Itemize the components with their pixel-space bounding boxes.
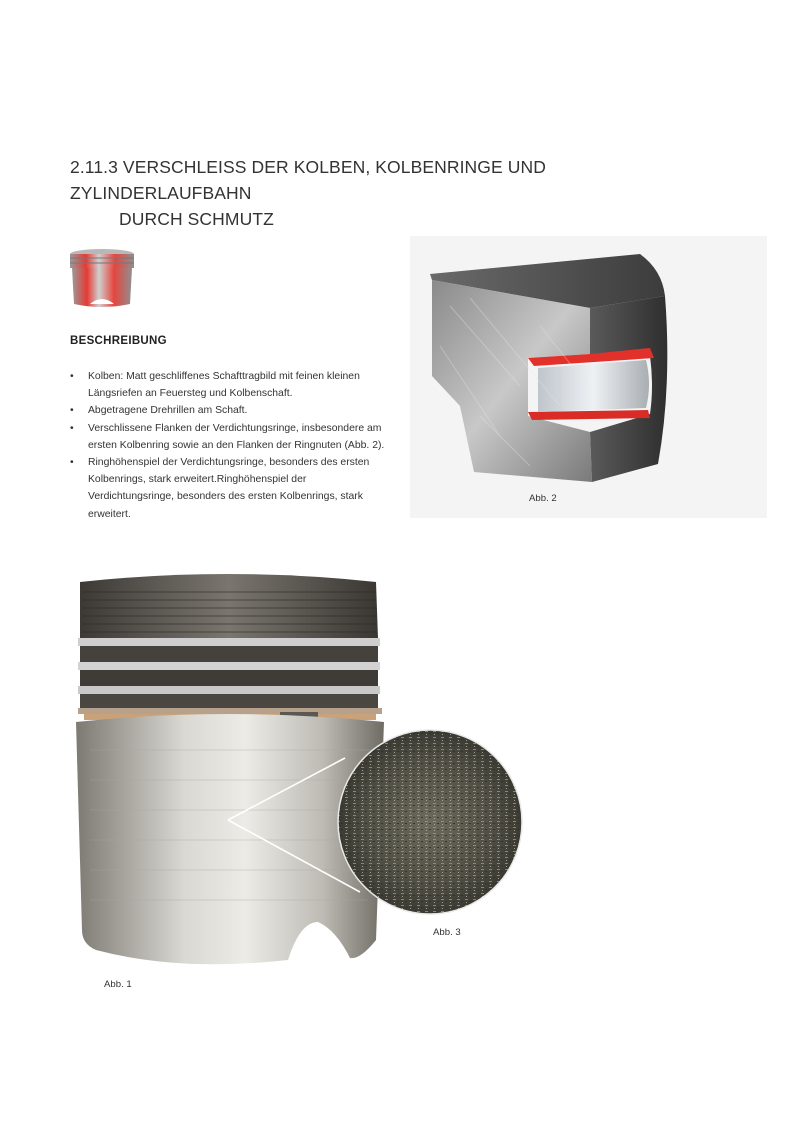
title-line-1: 2.11.3 VERSCHLEISS DER KOLBEN, KOLBENRINGE UND ZYLINDERLAUFBAHN	[70, 157, 546, 203]
description-list	[70, 368, 390, 523]
section-heading: BESCHREIBUNG	[70, 335, 167, 347]
list-item: • Verschlissene Flanken der Verdichtungsringe, insbesondere am ersten Kolbenring sowie an den Flanken der Ringnuten (Abb. 2).	[70, 420, 390, 454]
bullet-marker: •	[70, 405, 74, 417]
bullet-marker: •	[70, 422, 74, 434]
bullet-marker: •	[70, 371, 74, 382]
figure-caption-abb3: Abb. 3	[433, 927, 461, 938]
ring-groove-section-image	[410, 236, 767, 518]
list-item: • Kolben: Matt geschliffenes Schafttragbild mit feinen kleinen Längsriefen an Feuersteg und Kolbenschaft.	[70, 368, 390, 402]
figure-caption-abb1: Abb. 1	[104, 979, 132, 990]
bullet-marker: •	[70, 457, 74, 469]
figure-caption-abb2: Abb. 2	[529, 493, 557, 504]
title-line-2: DURCH SCHMUTZ	[119, 209, 274, 229]
piston-thumbnail-icon	[66, 246, 138, 310]
list-item: • Ringhöhenspiel der Verdichtungsringe, besonders des ersten Kolbenrings, stark erweitert.Ringhöhenspiel der Verdichtungsringe, besonders des ersten Kolbenrings, stark erweitert.	[70, 454, 390, 523]
list-item: • Abgetragene Drehrillen am Schaft.	[70, 402, 390, 419]
page-title	[70, 154, 710, 232]
